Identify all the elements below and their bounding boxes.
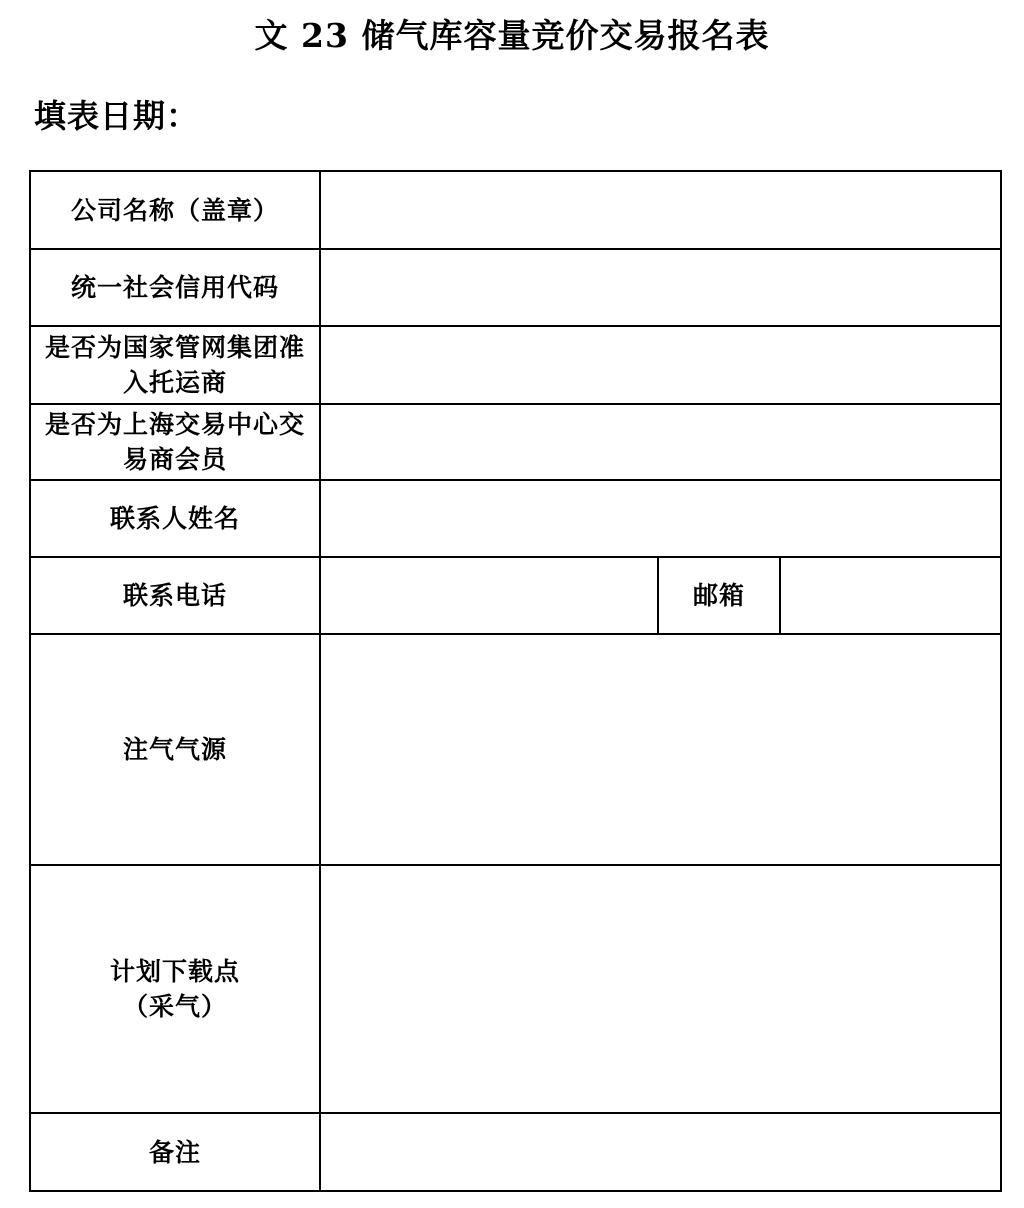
company-name-field[interactable] xyxy=(320,171,1001,249)
shanghai-member-label xyxy=(30,404,320,480)
document-title: 文 23 储气库容量竞价交易报名表 xyxy=(254,16,770,55)
shanghai-member-label-line-2: 易商会员 xyxy=(122,445,227,474)
download-point-label-line-2: （采气） xyxy=(122,992,227,1021)
form-row-download-point xyxy=(30,865,1001,1113)
form-row-contact-phone xyxy=(30,557,1001,634)
shanghai-member-field[interactable] xyxy=(320,404,1001,480)
contact-phone-label: 联系电话 xyxy=(30,557,320,634)
pipenet-shipper-label-line-1: 是否为国家管网集团准 xyxy=(44,333,305,362)
form-row-pipenet-shipper xyxy=(30,326,1001,404)
form-row-contact-name xyxy=(30,480,1001,557)
remarks-field[interactable] xyxy=(320,1113,1001,1191)
pipenet-shipper-field[interactable] xyxy=(320,326,1001,404)
download-point-label xyxy=(30,865,320,1113)
form-row-company-name xyxy=(30,171,1001,249)
contact-name-label: 联系人姓名 xyxy=(30,480,320,557)
form-row-shanghai-member xyxy=(30,404,1001,480)
registration-form-table xyxy=(29,170,1002,1192)
download-point-field[interactable] xyxy=(320,865,1001,1113)
contact-phone-field[interactable] xyxy=(320,557,658,634)
pipenet-shipper-label xyxy=(30,326,320,404)
contact-name-field[interactable] xyxy=(320,480,1001,557)
injection-source-label: 注气气源 xyxy=(30,634,320,865)
shanghai-member-label-line-1: 是否为上海交易中心交 xyxy=(44,410,305,439)
fill-date-label: 填表日期： xyxy=(34,97,200,135)
injection-source-field[interactable] xyxy=(320,634,1001,865)
credit-code-field[interactable] xyxy=(320,249,1001,326)
credit-code-label: 统一社会信用代码 xyxy=(30,249,320,326)
form-row-injection-source xyxy=(30,634,1001,865)
company-name-label: 公司名称（盖章） xyxy=(30,171,320,249)
email-field[interactable] xyxy=(780,557,1001,634)
form-row-credit-code xyxy=(30,249,1001,326)
remarks-label: 备注 xyxy=(30,1113,320,1191)
form-row-remarks xyxy=(30,1113,1001,1191)
email-label: 邮箱 xyxy=(658,557,780,634)
download-point-label-line-1: 计划下载点 xyxy=(109,957,240,986)
pipenet-shipper-label-line-2: 入托运商 xyxy=(122,368,227,397)
